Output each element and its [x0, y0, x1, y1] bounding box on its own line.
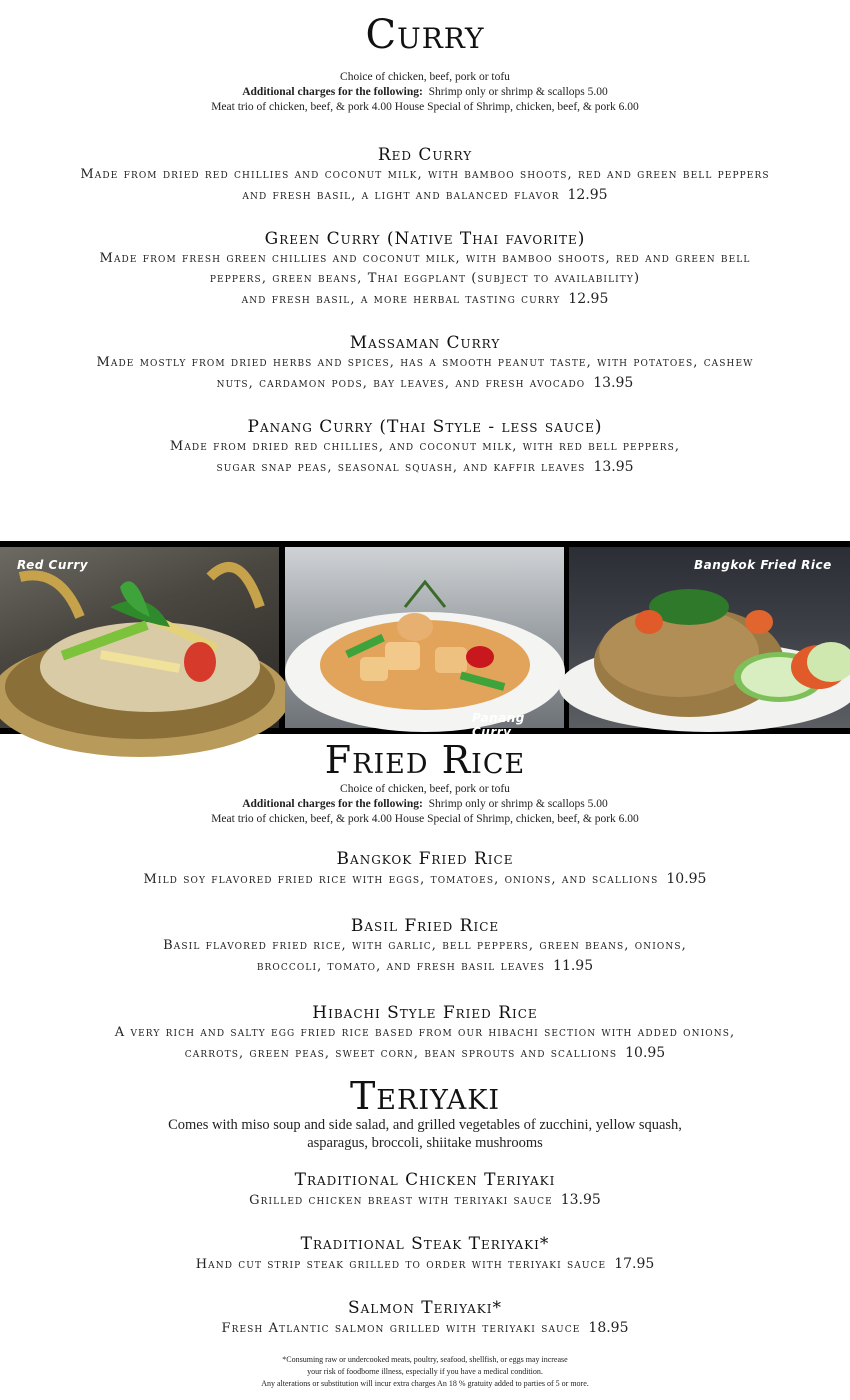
item-desc-line2: broccoli, tomato, and fresh basil leaves 11.95	[256, 958, 594, 974]
fried-rice-note-additional-label: Additional charges for the following:	[242, 798, 423, 810]
item-desc-line1: Mild soy flavored fried rice with eggs, tomatoes, onions, and scallions 10.95	[143, 871, 707, 887]
item-price: 12.95	[568, 291, 609, 307]
menu-item-steak-teriyaki	[0, 1234, 850, 1275]
fried-rice-note-line2	[0, 797, 850, 812]
item-desc-line1: Grilled chicken breast with teriyaki sauce 13.95	[249, 1192, 601, 1208]
teriyaki-intro-line1: Comes with miso soup and side salad, and grilled vegetables of zucchini, yellow squash,	[168, 1117, 682, 1133]
item-desc-line2: carrots, green peas, sweet corn, bean sprouts and scallions 10.95	[184, 1045, 666, 1061]
item-price: 17.95	[614, 1256, 655, 1272]
photo-caption: Panang Curry	[472, 711, 525, 739]
footer-line2: your risk of foodborne illness, especially if you have a medical condition.	[307, 1367, 543, 1376]
item-price: 13.95	[593, 459, 634, 475]
panang-curry-illustration	[285, 547, 564, 728]
photo-caption: Bangkok Fried Rice	[694, 558, 832, 572]
item-name: Basil Fried Rice	[350, 916, 500, 936]
item-desc-line1: A very rich and salty egg fried rice based from our hibachi section with added onions,	[114, 1025, 736, 1040]
teriyaki-intro	[0, 1116, 850, 1152]
photo-caption: Red Curry	[17, 558, 89, 572]
footer-disclaimer	[0, 1354, 850, 1390]
photo-band	[0, 541, 850, 739]
item-desc-line1: Made from dried red chillies, and coconut milk, with red bell peppers,	[169, 439, 681, 454]
curry-title: Curry	[365, 12, 485, 58]
curry-note-additional-label: Additional charges for the following:	[242, 86, 423, 98]
curry-notes	[0, 70, 850, 115]
item-price: 13.95	[560, 1192, 601, 1208]
item-price: 13.95	[593, 375, 634, 391]
item-desc-line1: Fresh Atlantic salmon grilled with teriyaki sauce 18.95	[221, 1320, 629, 1336]
menu-item-panang-curry	[0, 417, 850, 478]
item-desc-line2: sugar snap peas, seasonal squash, and kaffir leaves 13.95	[216, 459, 634, 475]
teriyaki-title: Teriyaki	[349, 1074, 501, 1118]
fried-rice-note-line1: Choice of chicken, beef, pork or tofu	[340, 783, 510, 795]
panang-curry-photo	[285, 547, 564, 739]
item-price: 10.95	[625, 1045, 666, 1061]
item-price: 18.95	[588, 1320, 629, 1336]
footer-line1: *Consuming raw or undercooked meats, poultry, seafood, shellfish, or eggs may increase	[282, 1355, 568, 1364]
item-desc-line1: Made from fresh green chillies and coconut milk, with bamboo shoots, red and green bell	[99, 251, 751, 266]
curry-note-line2	[0, 85, 850, 100]
curry-note-line1: Choice of chicken, beef, pork or tofu	[340, 71, 510, 83]
fried-rice-note-additional-value: Shrimp only or shrimp & scallops 5.00	[428, 798, 608, 810]
fried-rice-title: Fried Rice	[324, 738, 526, 782]
item-desc-line1: Made mostly from dried herbs and spices, has a smooth peanut taste, with potatoes, cashew	[96, 355, 754, 370]
item-name: Green Curry (Native Thai favorite)	[264, 229, 586, 249]
item-desc-line2: nuts, cardamon pods, bay leaves, and fresh avocado 13.95	[216, 375, 634, 391]
menu-item-basil-fried-rice	[0, 916, 850, 977]
item-price: 11.95	[553, 958, 594, 974]
footer-line3: Any alterations or substitution will incur extra charges An 18 % gratuity added to parties of 5 or more.	[261, 1379, 589, 1388]
menu-item-bangkok-fried-rice	[0, 849, 850, 890]
menu-item-red-curry	[0, 145, 850, 206]
item-name: Hibachi Style Fried Rice	[312, 1003, 538, 1023]
fried-rice-note-line3: Meat trio of chicken, beef, & pork 4.00 House Special of Shrimp, chicken, beef, & pork 6.00	[211, 813, 639, 825]
bangkok-fried-rice-illustration	[569, 547, 850, 728]
teriyaki-intro-line2: asparagus, broccoli, shiitake mushrooms	[307, 1135, 543, 1151]
bangkok-fried-rice-photo	[569, 547, 850, 728]
item-name: Panang Curry (Thai Style - less sauce)	[247, 417, 603, 437]
menu-item-salmon-teriyaki	[0, 1298, 850, 1339]
item-name: Traditional Chicken Teriyaki	[294, 1170, 556, 1190]
item-name: Traditional Steak Teriyaki*	[300, 1234, 550, 1254]
item-price: 10.95	[666, 871, 707, 887]
curry-note-additional-value: Shrimp only or shrimp & scallops 5.00	[428, 86, 608, 98]
fried-rice-notes	[0, 782, 850, 827]
item-desc-line2: peppers, green beans, Thai eggplant (subject to availability)	[209, 271, 641, 286]
item-name: Massaman Curry	[349, 333, 501, 353]
item-desc-line3: and fresh basil, a more herbal tasting curry 12.95	[241, 291, 609, 307]
menu-item-chicken-teriyaki	[0, 1170, 850, 1211]
item-name: Bangkok Fried Rice	[336, 849, 514, 869]
item-desc-line1: Made from dried red chillies and coconut milk, with bamboo shoots, red and green bell peppers	[80, 167, 770, 182]
item-name: Salmon Teriyaki*	[347, 1298, 503, 1318]
item-price: 12.95	[567, 187, 608, 203]
item-desc-line1: Hand cut strip steak grilled to order with teriyaki sauce 17.95	[195, 1256, 655, 1272]
red-curry-illustration	[0, 547, 279, 728]
item-desc-line1: Basil flavored fried rice, with garlic, bell peppers, green beans, onions,	[163, 938, 687, 953]
item-desc-line2: and fresh basil, a light and balanced flavor 12.95	[242, 187, 608, 203]
menu-item-massaman-curry	[0, 333, 850, 394]
menu-item-green-curry	[0, 229, 850, 310]
menu-item-hibachi-fried-rice	[0, 1003, 850, 1064]
curry-note-line3: Meat trio of chicken, beef, & pork 4.00 House Special of Shrimp, chicken, beef, & pork 6.00	[211, 101, 639, 113]
item-name: Red Curry	[377, 145, 473, 165]
red-curry-photo	[0, 547, 279, 728]
